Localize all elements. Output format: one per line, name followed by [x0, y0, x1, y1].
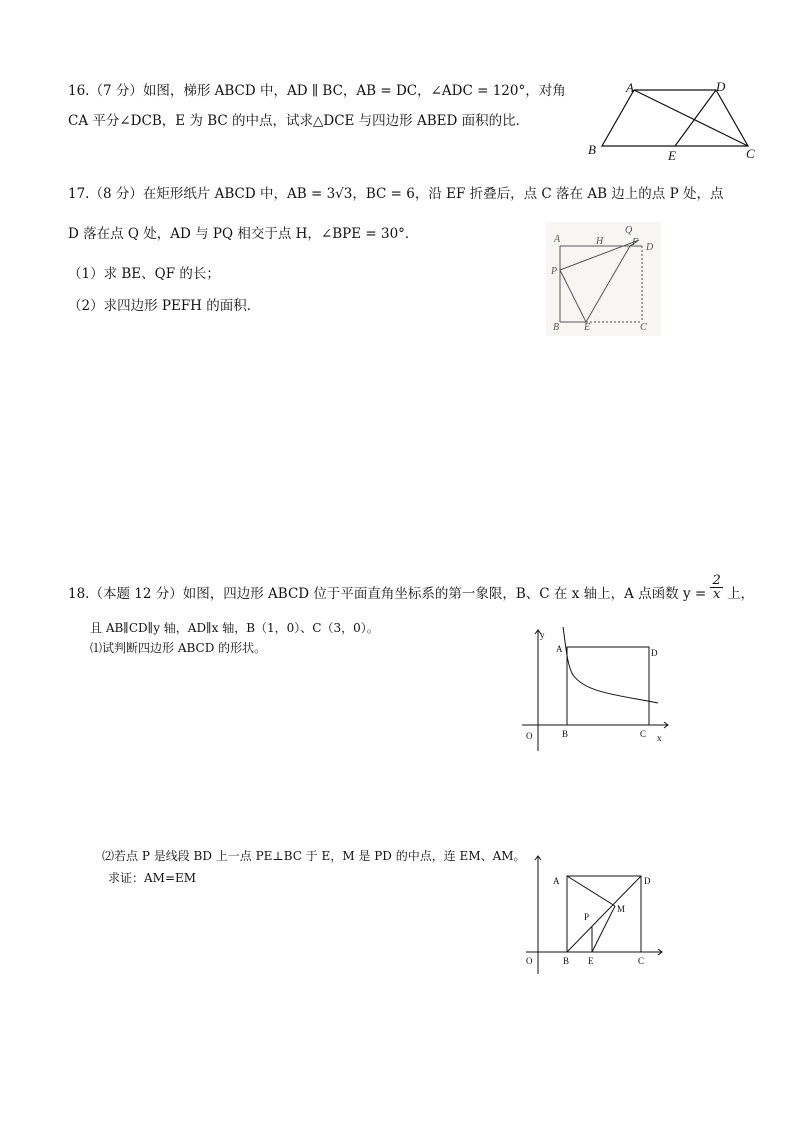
q18-fig2-label-p: P: [584, 912, 590, 922]
q16-label-a: A: [626, 80, 634, 95]
q18-fig1-label-a: A: [556, 644, 563, 654]
q17-rectangle-fold-figure: [546, 222, 661, 336]
q17-label-e: E: [584, 322, 591, 333]
q18-fig1-label-y: y: [540, 630, 545, 640]
q17-label-p: P: [551, 266, 558, 277]
q17-sub1: （1）求 BE、QF 的长；: [68, 266, 220, 282]
q18-fig2-label-b: B: [563, 956, 570, 966]
q16-label-d: D: [716, 79, 726, 94]
q18-sub1: ⑴试判断四边形 ABCD 的形状。: [90, 641, 267, 655]
q18-fraction: [710, 574, 722, 601]
q16-label-b: B: [588, 142, 596, 157]
q18-sub2-prove: 求证：AM=EM: [108, 871, 197, 885]
q18-sub2: ⑵若点 P 是线段 BD 上一点 PE⊥BC 于 E，M 是 PD 的中点，连 EM、AM。: [102, 849, 526, 863]
q17-label-a: A: [554, 234, 561, 245]
q18-line1: [68, 573, 755, 602]
q16-label-c: C: [746, 146, 755, 161]
q17-line2: D 落在点 Q 处，AD 与 PQ 相交于点 H，∠BPE = 30°．: [68, 226, 419, 242]
q18-coordinate-figure-2: [522, 852, 667, 976]
q18-fig1-label-b: B: [562, 729, 569, 739]
q18-fig2-label-d: D: [644, 876, 651, 886]
q17-sub2: （2）求四边形 PEFH 的面积．: [68, 298, 261, 314]
q17-label-c: C: [640, 322, 647, 333]
q17-label-d: D: [646, 242, 654, 253]
q18-fraction-numerator: 2: [712, 573, 721, 588]
q18-fig1-label-c: C: [640, 729, 647, 739]
q18-line1-text: 18.（本题 12 分）如图，四边形 ABCD 位于平面直角坐标系的第一象限，B、C 在 x 轴上，A 点函数 y =: [68, 586, 707, 602]
q18-fig1-label-x: x: [657, 733, 662, 743]
q18-fraction-denominator: x: [712, 587, 721, 602]
q17-label-f: F: [632, 237, 639, 248]
q16-label-e: E: [668, 148, 676, 163]
q18-fig2-label-a: A: [553, 876, 560, 886]
q18-fig1-label-o: O: [526, 731, 533, 741]
q17-line1: 17.（8 分）在矩形纸片 ABCD 中，AB = 3√3，BC = 6，沿 EF 折叠后，点 C 落在 AB 边上的点 P 处，点: [68, 186, 724, 202]
q18-line2: 且 AB∥CD∥y 轴，AD∥x 轴，B（1，0）、C（3，0）。: [90, 621, 379, 635]
q18-fig2-label-e: E: [588, 956, 594, 966]
q18-fig2-label-o: O: [526, 956, 533, 966]
q17-label-h: H: [596, 236, 604, 247]
q17-label-b: B: [553, 322, 560, 333]
q18-line1-end: 上，: [727, 586, 755, 602]
q18-fig2-label-m: M: [617, 904, 626, 914]
q17-label-q: Q: [625, 225, 633, 236]
q16-line2: CA 平分∠DCB，E 为 BC 的中点，试求△DCE 与四边形 ABED 面积的比．: [68, 113, 530, 129]
q18-fig1-label-d: D: [651, 648, 658, 658]
q18-fig2-label-c: C: [638, 956, 645, 966]
q16-trapezoid-figure: [586, 78, 766, 166]
q18-coordinate-figure-1: [518, 625, 678, 753]
q16-line1: 16.（7 分）如图，梯形 ABCD 中，AD ∥ BC，AB = DC，∠ADC = 120°，对角: [68, 83, 566, 99]
